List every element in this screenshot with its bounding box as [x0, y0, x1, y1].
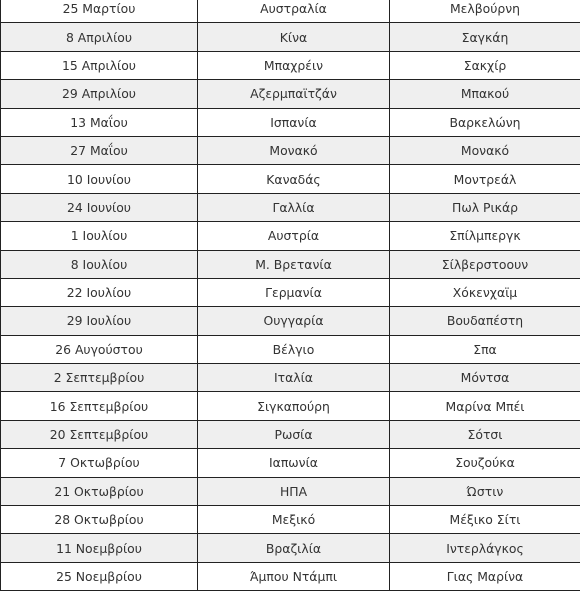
race-city-cell: Μαρίνα Μπέι — [390, 392, 580, 420]
race-city-cell: Μπακού — [390, 80, 580, 108]
race-city-cell: Σαγκάη — [390, 23, 580, 51]
race-country-cell: Κίνα — [198, 23, 390, 51]
race-country-cell: Μ. Βρετανία — [198, 250, 390, 278]
race-city-cell: Βουδαπέστη — [390, 307, 580, 335]
race-city-cell: Σπίλμπεργκ — [390, 222, 580, 250]
table-row — [1, 335, 580, 363]
table-row — [1, 108, 580, 136]
race-city-cell: Βαρκελώνη — [390, 108, 580, 136]
race-country-cell: Ισπανία — [198, 108, 390, 136]
race-country-cell: Σιγκαπούρη — [198, 392, 390, 420]
race-date-cell: 25 Μαρτίου — [1, 0, 198, 23]
race-schedule-body — [1, 0, 580, 591]
race-country-cell: Βέλγιο — [198, 335, 390, 363]
race-city-cell: Σπα — [390, 335, 580, 363]
race-date-cell: 20 Σεπτεμβρίου — [1, 420, 198, 448]
race-date-cell: 16 Σεπτεμβρίου — [1, 392, 198, 420]
race-city-cell: Ώστιν — [390, 477, 580, 505]
race-date-cell: 15 Απριλίου — [1, 51, 198, 79]
race-city-cell: Σίλβερστοουν — [390, 250, 580, 278]
race-city-cell: Μόντσα — [390, 364, 580, 392]
race-date-cell: 13 Μαΐου — [1, 108, 198, 136]
table-row — [1, 534, 580, 562]
race-date-cell: 11 Νοεμβρίου — [1, 534, 198, 562]
table-row — [1, 165, 580, 193]
race-date-cell: 28 Οκτωβρίου — [1, 506, 198, 534]
table-row — [1, 392, 580, 420]
race-city-cell: Σότσι — [390, 420, 580, 448]
race-country-cell: Αζερμπαϊτζάν — [198, 80, 390, 108]
race-country-cell: Γερμανία — [198, 278, 390, 306]
race-city-cell: Σακχίρ — [390, 51, 580, 79]
table-row — [1, 364, 580, 392]
table-row — [1, 80, 580, 108]
race-city-cell: Πωλ Ρικάρ — [390, 193, 580, 221]
race-country-cell: Βραζιλία — [198, 534, 390, 562]
race-date-cell: 29 Απριλίου — [1, 80, 198, 108]
race-city-cell: Χόκενχαϊμ — [390, 278, 580, 306]
table-row — [1, 420, 580, 448]
table-row — [1, 222, 580, 250]
race-city-cell: Μοντρεάλ — [390, 165, 580, 193]
race-country-cell: Μπαχρέιν — [198, 51, 390, 79]
race-country-cell: Γαλλία — [198, 193, 390, 221]
table-row — [1, 307, 580, 335]
table-row — [1, 477, 580, 505]
race-city-cell: Σουζούκα — [390, 449, 580, 477]
race-date-cell: 8 Ιουλίου — [1, 250, 198, 278]
race-date-cell: 1 Ιουλίου — [1, 222, 198, 250]
race-date-cell: 26 Αυγούστου — [1, 335, 198, 363]
table-row — [1, 449, 580, 477]
race-date-cell: 27 Μαΐου — [1, 136, 198, 164]
table-row — [1, 23, 580, 51]
table-row — [1, 562, 580, 590]
race-country-cell: Ρωσία — [198, 420, 390, 448]
race-date-cell: 7 Οκτωβρίου — [1, 449, 198, 477]
race-country-cell: Ιαπωνία — [198, 449, 390, 477]
race-date-cell: 21 Οκτωβρίου — [1, 477, 198, 505]
race-country-cell: Μονακό — [198, 136, 390, 164]
race-country-cell: Μεξικό — [198, 506, 390, 534]
race-date-cell: 2 Σεπτεμβρίου — [1, 364, 198, 392]
race-country-cell: Καναδάς — [198, 165, 390, 193]
race-date-cell: 10 Ιουνίου — [1, 165, 198, 193]
race-city-cell: Μελβούρνη — [390, 0, 580, 23]
race-city-cell: Γιας Μαρίνα — [390, 562, 580, 590]
race-country-cell: Άμπου Ντάμπι — [198, 562, 390, 590]
table-row — [1, 51, 580, 79]
race-country-cell: Αυστρία — [198, 222, 390, 250]
race-country-cell: Ουγγαρία — [198, 307, 390, 335]
race-country-cell: Αυστραλία — [198, 0, 390, 23]
table-row — [1, 506, 580, 534]
race-date-cell: 22 Ιουλίου — [1, 278, 198, 306]
table-row — [1, 250, 580, 278]
race-city-cell: Μονακό — [390, 136, 580, 164]
race-date-cell: 25 Νοεμβρίου — [1, 562, 198, 590]
race-country-cell: Ιταλία — [198, 364, 390, 392]
race-city-cell: Μέξικο Σίτι — [390, 506, 580, 534]
race-date-cell: 8 Απριλίου — [1, 23, 198, 51]
race-date-cell: 29 Ιουλίου — [1, 307, 198, 335]
table-row — [1, 278, 580, 306]
race-city-cell: Ιντερλάγκος — [390, 534, 580, 562]
race-country-cell: ΗΠΑ — [198, 477, 390, 505]
table-row — [1, 136, 580, 164]
table-row — [1, 193, 580, 221]
table-row — [1, 0, 580, 23]
race-date-cell: 24 Ιουνίου — [1, 193, 198, 221]
